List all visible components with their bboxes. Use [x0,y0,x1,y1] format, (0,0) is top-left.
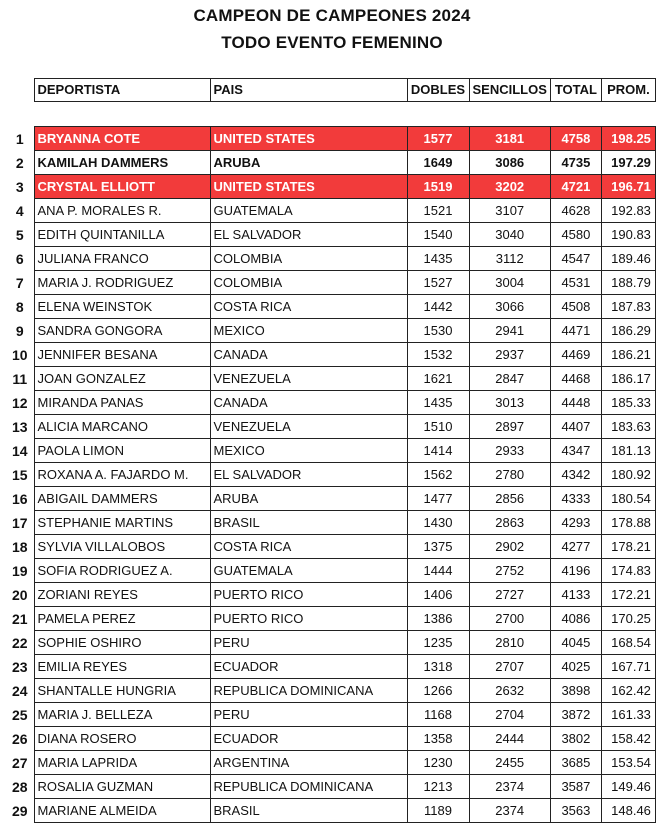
table-row [6,703,655,727]
rank-cell: 2 [15,154,24,171]
deportista-cell: JOAN GONZALEZ [34,367,210,391]
deportista-cell: BRYANNA COTE [34,127,210,151]
pais-cell: COLOMBIA [210,271,407,295]
pais-cell: GUATEMALA [210,559,407,583]
pais-cell: VENEZUELA [210,415,407,439]
deportista-cell: ABIGAIL DAMMERS [34,487,210,511]
prom-cell: 188.79 [601,271,655,295]
dobles-cell: 1527 [407,271,469,295]
dobles-cell: 1521 [407,199,469,223]
sencillos-cell: 2937 [469,343,550,367]
table-row [6,439,655,463]
sencillos-cell: 2902 [469,535,550,559]
total-cell: 4721 [550,175,601,199]
sencillos-cell: 3202 [469,175,550,199]
sencillos-cell: 2941 [469,319,550,343]
pais-cell: BRASIL [210,799,407,823]
sencillos-cell: 3066 [469,295,550,319]
total-cell: 3685 [550,751,601,775]
dobles-cell: 1358 [407,727,469,751]
rank-cell: 10 [11,346,28,363]
sencillos-cell: 2374 [469,775,550,799]
rank-cell: 11 [12,370,28,387]
table-row [6,583,655,607]
pais-cell: ECUADOR [210,655,407,679]
pais-cell: BRASIL [210,511,407,535]
deportista-cell: ROXANA A. FAJARDO M. [34,463,210,487]
deportista-cell: EDITH QUINTANILLA [34,223,210,247]
rank-cell: 27 [11,754,28,771]
sencillos-cell: 2780 [469,463,550,487]
rank-cell: 7 [15,274,24,291]
sencillos-cell: 3013 [469,391,550,415]
table-row [6,247,655,271]
prom-cell: 196.71 [601,175,655,199]
table-row [6,391,655,415]
total-cell: 3802 [550,727,601,751]
sencillos-cell: 2863 [469,511,550,535]
dobles-cell: 1230 [407,751,469,775]
pais-cell: MEXICO [210,439,407,463]
sencillos-cell: 2455 [469,751,550,775]
deportista-cell: JENNIFER BESANA [34,343,210,367]
deportista-cell: SANDRA GONGORA [34,319,210,343]
total-cell: 4293 [550,511,601,535]
total-cell: 4407 [550,415,601,439]
pais-cell: UNITED STATES [210,127,407,151]
table-row [6,199,655,223]
rank-cell: 28 [11,778,28,795]
prom-cell: 162.42 [601,679,655,703]
pais-cell: COSTA RICA [210,295,407,319]
pais-cell: REPUBLICA DOMINICANA [210,775,407,799]
rank-cell: 19 [11,562,28,579]
table-row [6,655,655,679]
sencillos-cell: 3112 [469,247,550,271]
pais-cell: ARUBA [210,151,407,175]
prom-cell: 180.54 [601,487,655,511]
total-cell: 4735 [550,151,601,175]
pais-cell: ARUBA [210,487,407,511]
deportista-cell: SOPHIE OSHIRO [34,631,210,655]
total-cell: 4628 [550,199,601,223]
total-cell: 4045 [550,631,601,655]
dobles-cell: 1532 [407,343,469,367]
dobles-cell: 1414 [407,439,469,463]
page-subtitle: TODO EVENTO FEMENINO [221,33,443,52]
rank-cell: 5 [15,226,24,243]
pais-cell: PERU [210,631,407,655]
total-cell: 4468 [550,367,601,391]
spacer-row [6,102,655,127]
rank-cell: 29 [11,802,28,819]
rank-cell: 9 [15,322,24,339]
prom-cell: 158.42 [601,727,655,751]
sencillos-cell: 3181 [469,127,550,151]
dobles-cell: 1435 [407,391,469,415]
deportista-cell: MARIANE ALMEIDA [34,799,210,823]
pais-cell: CANADA [210,391,407,415]
dobles-cell: 1562 [407,463,469,487]
pais-cell: MEXICO [210,319,407,343]
dobles-cell: 1621 [407,367,469,391]
pais-cell: COSTA RICA [210,535,407,559]
pais-cell: EL SALVADOR [210,223,407,247]
rank-cell: 6 [15,250,24,267]
table-row [6,607,655,631]
total-cell: 4086 [550,607,601,631]
table-row [6,151,655,175]
dobles-cell: 1510 [407,415,469,439]
rank-cell: 12 [11,394,28,411]
deportista-cell: ALICIA MARCANO [34,415,210,439]
total-cell: 4277 [550,535,601,559]
prom-cell: 192.83 [601,199,655,223]
table-row [6,679,655,703]
sencillos-cell: 3040 [469,223,550,247]
prom-cell: 185.33 [601,391,655,415]
deportista-cell: STEPHANIE MARTINS [34,511,210,535]
sencillos-cell: 2810 [469,631,550,655]
prom-cell: 153.54 [601,751,655,775]
dobles-cell: 1375 [407,535,469,559]
pais-cell: VENEZUELA [210,367,407,391]
prom-cell: 189.46 [601,247,655,271]
table-row [6,631,655,655]
dobles-cell: 1406 [407,583,469,607]
total-cell: 3898 [550,679,601,703]
pais-cell: GUATEMALA [210,199,407,223]
deportista-cell: ZORIANI REYES [34,583,210,607]
total-cell: 4547 [550,247,601,271]
prom-cell: 174.83 [601,559,655,583]
rank-cell: 17 [11,514,28,531]
dobles-cell: 1442 [407,295,469,319]
prom-cell: 170.25 [601,607,655,631]
rank-cell: 24 [11,682,28,699]
prom-cell: 186.17 [601,367,655,391]
total-cell: 4471 [550,319,601,343]
prom-cell: 198.25 [601,127,655,151]
pais-cell: ARGENTINA [210,751,407,775]
total-cell: 4133 [550,583,601,607]
dobles-cell: 1213 [407,775,469,799]
rank-cell: 18 [11,538,28,555]
prom-cell: 167.71 [601,655,655,679]
table-row [6,415,655,439]
pais-cell: UNITED STATES [210,175,407,199]
deportista-cell: ANA P. MORALES R. [34,199,210,223]
rank-header [6,79,34,102]
pais-cell: PUERTO RICO [210,583,407,607]
total-cell: 4025 [550,655,601,679]
deportista-cell: KAMILAH DAMMERS [34,151,210,175]
dobles-cell: 1318 [407,655,469,679]
sencillos-cell: 2856 [469,487,550,511]
header-deportista: DEPORTISTA [34,79,210,102]
sencillos-cell: 2752 [469,559,550,583]
prom-cell: 149.46 [601,775,655,799]
dobles-cell: 1540 [407,223,469,247]
deportista-cell: PAMELA PEREZ [34,607,210,631]
table-row [6,727,655,751]
dobles-cell: 1435 [407,247,469,271]
sencillos-cell: 2700 [469,607,550,631]
pais-cell: COLOMBIA [210,247,407,271]
table-row [6,367,655,391]
table-header-row [6,79,655,102]
rank-cell: 26 [11,730,28,747]
prom-cell: 148.46 [601,799,655,823]
header-sencillos: SENCILLOS [469,79,550,102]
header-dobles: DOBLES [407,79,469,102]
ranking-table [6,78,656,823]
dobles-cell: 1430 [407,511,469,535]
prom-cell: 187.83 [601,295,655,319]
table-row [6,271,655,295]
total-cell: 4531 [550,271,601,295]
total-cell: 4196 [550,559,601,583]
rank-cell: 3 [15,178,24,195]
deportista-cell: ROSALIA GUZMAN [34,775,210,799]
total-cell: 3587 [550,775,601,799]
table-row [6,751,655,775]
table-row [6,535,655,559]
total-cell: 4342 [550,463,601,487]
deportista-cell: DIANA ROSERO [34,727,210,751]
dobles-cell: 1577 [407,127,469,151]
sencillos-cell: 2704 [469,703,550,727]
total-cell: 4469 [550,343,601,367]
total-cell: 4448 [550,391,601,415]
total-cell: 4508 [550,295,601,319]
sencillos-cell: 2933 [469,439,550,463]
prom-cell: 172.21 [601,583,655,607]
table-row [6,223,655,247]
dobles-cell: 1530 [407,319,469,343]
deportista-cell: SOFIA RODRIGUEZ A. [34,559,210,583]
sencillos-cell: 2632 [469,679,550,703]
pais-cell: CANADA [210,343,407,367]
page-title: CAMPEON DE CAMPEONES 2024 [193,6,471,25]
rank-cell: 13 [11,418,28,435]
rank-cell: 16 [11,490,28,507]
rank-cell: 4 [15,202,24,219]
table-body [6,102,655,823]
total-cell: 4758 [550,127,601,151]
table-row [6,559,655,583]
rank-cell: 22 [11,634,28,651]
prom-cell: 180.92 [601,463,655,487]
prom-cell: 168.54 [601,631,655,655]
prom-cell: 183.63 [601,415,655,439]
prom-cell: 186.21 [601,343,655,367]
prom-cell: 178.88 [601,511,655,535]
deportista-cell: JULIANA FRANCO [34,247,210,271]
rank-cell: 8 [15,298,24,315]
pais-cell: ECUADOR [210,727,407,751]
prom-cell: 186.29 [601,319,655,343]
header-pais: PAIS [210,79,407,102]
prom-cell: 181.13 [601,439,655,463]
rank-cell: 1 [15,130,24,147]
deportista-cell: EMILIA REYES [34,655,210,679]
total-cell: 3563 [550,799,601,823]
rank-cell: 14 [11,442,28,459]
sencillos-cell: 3107 [469,199,550,223]
prom-cell: 190.83 [601,223,655,247]
rank-cell: 21 [11,610,28,627]
total-cell: 4333 [550,487,601,511]
dobles-cell: 1649 [407,151,469,175]
table-row [6,487,655,511]
sencillos-cell: 2374 [469,799,550,823]
sencillos-cell: 3086 [469,151,550,175]
deportista-cell: PAOLA LIMON [34,439,210,463]
sencillos-cell: 2444 [469,727,550,751]
total-cell: 4580 [550,223,601,247]
dobles-cell: 1444 [407,559,469,583]
table-row [6,343,655,367]
deportista-cell: CRYSTAL ELLIOTT [34,175,210,199]
rank-cell: 15 [11,466,28,483]
sencillos-cell: 3004 [469,271,550,295]
table-row [6,463,655,487]
dobles-cell: 1235 [407,631,469,655]
rank-cell: 25 [11,706,28,723]
deportista-cell: SHANTALLE HUNGRIA [34,679,210,703]
deportista-cell: SYLVIA VILLALOBOS [34,535,210,559]
deportista-cell: MARIA J. RODRIGUEZ [34,271,210,295]
dobles-cell: 1477 [407,487,469,511]
prom-cell: 178.21 [601,535,655,559]
dobles-cell: 1189 [407,799,469,823]
dobles-cell: 1266 [407,679,469,703]
table-row [6,775,655,799]
table-row [6,799,655,823]
deportista-cell: MIRANDA PANAS [34,391,210,415]
prom-cell: 197.29 [601,151,655,175]
deportista-cell: MARIA J. BELLEZA [34,703,210,727]
deportista-cell: MARIA LAPRIDA [34,751,210,775]
pais-cell: PERU [210,703,407,727]
rank-cell: 20 [11,586,28,603]
table-row [6,295,655,319]
deportista-cell: ELENA WEINSTOK [34,295,210,319]
pais-cell: REPUBLICA DOMINICANA [210,679,407,703]
rank-cell: 23 [11,658,28,675]
header-total: TOTAL [550,79,601,102]
total-cell: 4347 [550,439,601,463]
table-row [6,319,655,343]
sencillos-cell: 2727 [469,583,550,607]
sencillos-cell: 2707 [469,655,550,679]
header-prom: PROM. [601,79,655,102]
table-row [6,175,655,199]
dobles-cell: 1519 [407,175,469,199]
table-row [6,511,655,535]
dobles-cell: 1168 [407,703,469,727]
dobles-cell: 1386 [407,607,469,631]
total-cell: 3872 [550,703,601,727]
sencillos-cell: 2847 [469,367,550,391]
pais-cell: EL SALVADOR [210,463,407,487]
prom-cell: 161.33 [601,703,655,727]
pais-cell: PUERTO RICO [210,607,407,631]
sencillos-cell: 2897 [469,415,550,439]
table-row [6,127,655,151]
